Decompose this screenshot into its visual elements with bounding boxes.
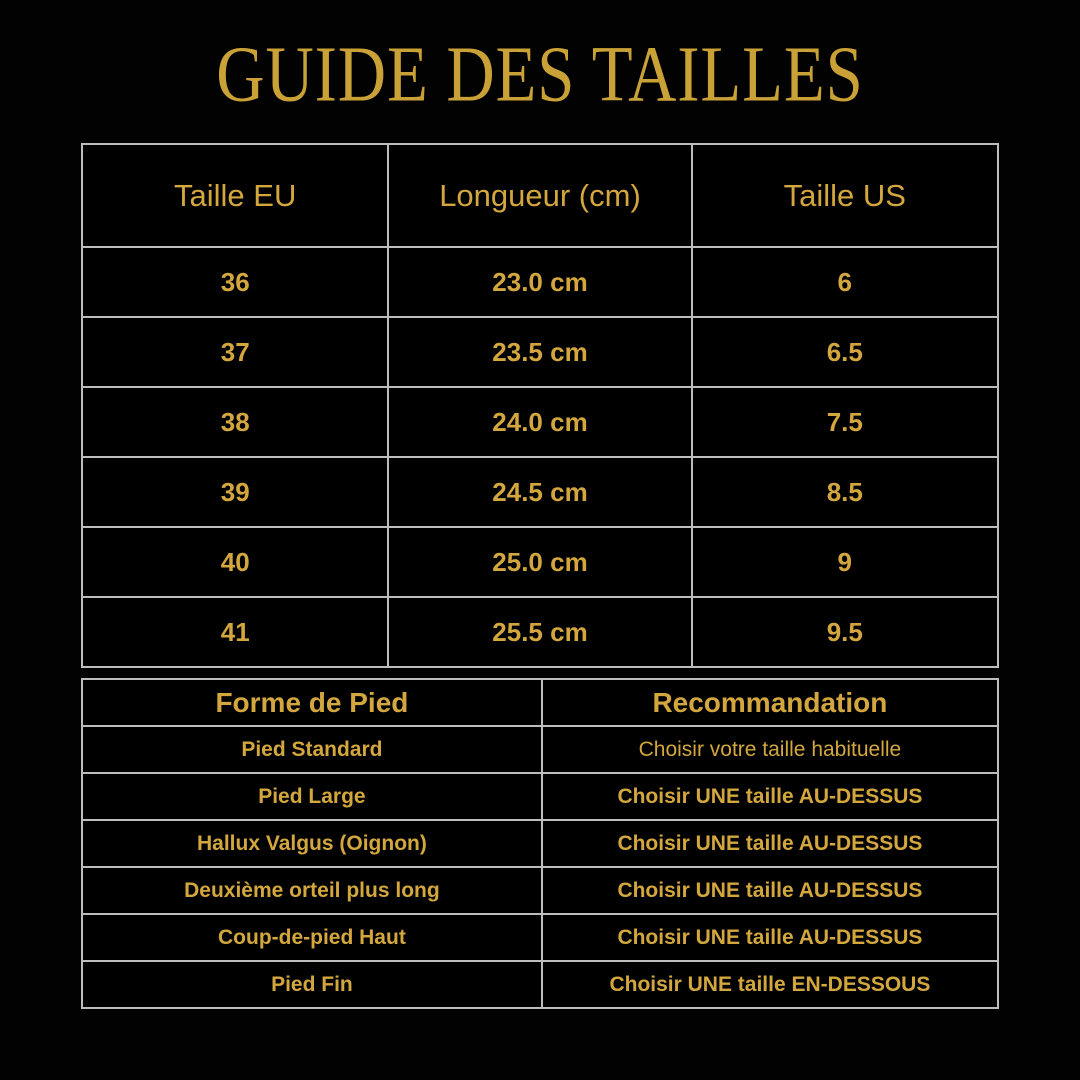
foot-shape-recommendation-table <box>81 678 999 1009</box>
size-table-row <box>82 387 998 457</box>
page-title: GUIDE DES TAILLES <box>216 31 864 119</box>
recommendation-cell: Choisir UNE taille AU-DESSUS <box>542 914 998 961</box>
length-cm-cell: 23.5 cm <box>388 317 691 387</box>
size-table-row <box>82 457 998 527</box>
size-table-header-row <box>82 144 998 247</box>
column-header-forme-de-pied: Forme de Pied <box>82 679 542 726</box>
recommendation-cell: Choisir UNE taille AU-DESSUS <box>542 773 998 820</box>
recommendation-cell: Choisir UNE taille AU-DESSUS <box>542 820 998 867</box>
length-cm-cell: 24.5 cm <box>388 457 691 527</box>
advice-table-header-row <box>82 679 998 726</box>
size-table-row <box>82 527 998 597</box>
advice-table-row <box>82 914 998 961</box>
recommendation-cell: Choisir UNE taille EN-DESSOUS <box>542 961 998 1008</box>
eu-size-cell: 39 <box>82 457 388 527</box>
advice-table-row <box>82 773 998 820</box>
size-table-row <box>82 597 998 667</box>
column-header-taille-eu: Taille EU <box>82 144 388 247</box>
foot-shape-cell: Pied Fin <box>82 961 542 1008</box>
us-size-cell: 8.5 <box>692 457 998 527</box>
length-cm-cell: 25.0 cm <box>388 527 691 597</box>
length-cm-cell: 23.0 cm <box>388 247 691 317</box>
foot-shape-cell: Deuxième orteil plus long <box>82 867 542 914</box>
us-size-cell: 9.5 <box>692 597 998 667</box>
us-size-cell: 6.5 <box>692 317 998 387</box>
eu-size-cell: 37 <box>82 317 388 387</box>
length-cm-cell: 24.0 cm <box>388 387 691 457</box>
advice-table-row <box>82 867 998 914</box>
eu-size-cell: 40 <box>82 527 388 597</box>
foot-shape-cell: Pied Large <box>82 773 542 820</box>
recommendation-cell: Choisir UNE taille AU-DESSUS <box>542 867 998 914</box>
eu-size-cell: 41 <box>82 597 388 667</box>
advice-table-body <box>82 726 998 1008</box>
eu-size-cell: 38 <box>82 387 388 457</box>
length-cm-cell: 25.5 cm <box>388 597 691 667</box>
us-size-cell: 6 <box>692 247 998 317</box>
foot-shape-cell: Coup-de-pied Haut <box>82 914 542 961</box>
eu-size-cell: 36 <box>82 247 388 317</box>
foot-shape-cell: Hallux Valgus (Oignon) <box>82 820 542 867</box>
advice-table-row <box>82 820 998 867</box>
column-header-taille-us: Taille US <box>692 144 998 247</box>
size-table-row <box>82 317 998 387</box>
size-conversion-table <box>81 143 999 668</box>
advice-table-row <box>82 961 998 1008</box>
recommendation-cell: Choisir votre taille habituelle <box>542 726 998 773</box>
size-table-row <box>82 247 998 317</box>
foot-shape-cell: Pied Standard <box>82 726 542 773</box>
advice-table-row <box>82 726 998 773</box>
us-size-cell: 7.5 <box>692 387 998 457</box>
column-header-longueur-cm: Longueur (cm) <box>388 144 691 247</box>
column-header-recommandation: Recommandation <box>542 679 998 726</box>
us-size-cell: 9 <box>692 527 998 597</box>
size-table-body <box>82 247 998 667</box>
